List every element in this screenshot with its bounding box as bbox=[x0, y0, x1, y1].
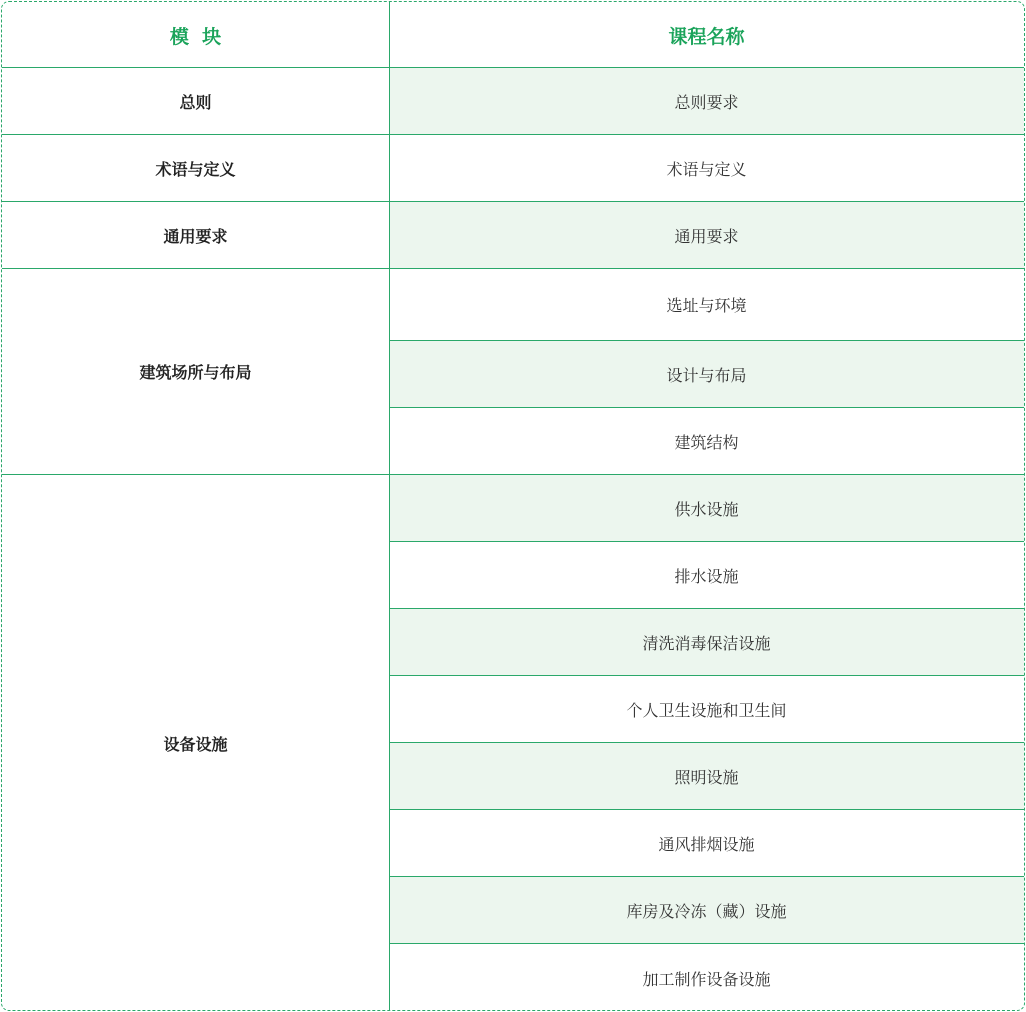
module-cell: 术语与定义 bbox=[2, 135, 389, 202]
module-cell: 总则 bbox=[2, 68, 389, 135]
course-cell: 加工制作设备设施 bbox=[642, 969, 771, 989]
course-cell: 设计与布局 bbox=[389, 341, 1024, 408]
course-cell: 建筑结构 bbox=[389, 408, 1024, 475]
module-cell: 建筑场所与布局 bbox=[2, 269, 389, 475]
course-cell: 选址与环境 bbox=[389, 269, 1024, 341]
course-cell: 通风排烟设施 bbox=[389, 810, 1024, 877]
course-cell: 总则要求 bbox=[389, 68, 1024, 135]
course-cell: 库房及冷冻（藏）设施 bbox=[389, 877, 1024, 944]
course-cell: 通用要求 bbox=[389, 202, 1024, 269]
module-cell: 设备设施 bbox=[163, 735, 228, 754]
course-cell: 照明设施 bbox=[389, 743, 1024, 810]
table-header bbox=[2, 2, 1024, 68]
course-cell: 术语与定义 bbox=[389, 135, 1024, 202]
course-cell: 个人卫生设施和卫生间 bbox=[389, 676, 1024, 743]
header-module: 模 块 bbox=[169, 25, 222, 48]
course-table bbox=[1, 1, 1025, 1011]
course-cell: 排水设施 bbox=[389, 542, 1024, 609]
header-course-name: 课程名称 bbox=[668, 25, 745, 48]
course-cell: 清洗消毒保洁设施 bbox=[389, 609, 1024, 676]
course-cell: 供水设施 bbox=[389, 475, 1024, 542]
module-cell: 通用要求 bbox=[2, 202, 389, 269]
column-divider bbox=[389, 2, 390, 1011]
